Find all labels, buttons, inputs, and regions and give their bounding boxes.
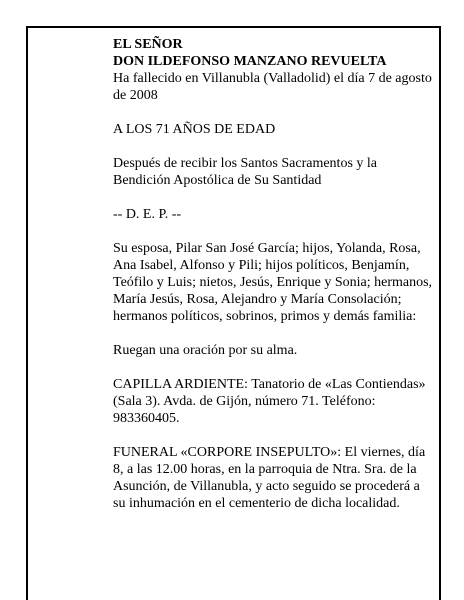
deceased-name: DON ILDEFONSO MANZANO REVUELTA <box>113 54 387 69</box>
rip-line: -- D. E. P. -- <box>113 207 182 222</box>
chapel-info: CAPILLA ARDIENTE: Tanatorio de «Las Contiendas» (Sala 3). Avda. de Gijón, número 71. Teléfono: 983360405. <box>113 377 426 426</box>
prayer-text: Ruegan una oración por su alma. <box>113 343 298 358</box>
age-line: A LOS 71 AÑOS DE EDAD <box>113 122 276 137</box>
death-info: Ha fallecido en Villanubla (Valladolid) el día 7 de agosto de 2008 <box>113 71 432 103</box>
funeral-info: FUNERAL «CORPORE INSEPULTO»: El viernes, día 8, a las 12.00 horas, en la parroquia de Ntra. Sra. de la Asunción, de Villanubla, y acto seguido se procederá a su inhumación en el cementerio de dicha localidad. <box>113 445 426 511</box>
sacraments-text: Después de recibir los Santos Sacramentos y la Bendición Apostólica de Su Santidad <box>113 156 377 188</box>
family-text: Su esposa, Pilar San José García; hijos, Yolanda, Rosa, Ana Isabel, Alfonso y Pili; hijos políticos, Benjamín, Teófilo y Luis; nietos, Jesús, Enrique y Sonia; hermanos, María Jesús, Rosa, Alejandro y María Consolación; hermanos políticos, sobrinos, primos y demás familia: <box>113 241 433 324</box>
notice-header <box>113 36 433 104</box>
title-line-1: EL SEÑOR <box>113 37 183 52</box>
obituary-notice <box>113 36 433 512</box>
